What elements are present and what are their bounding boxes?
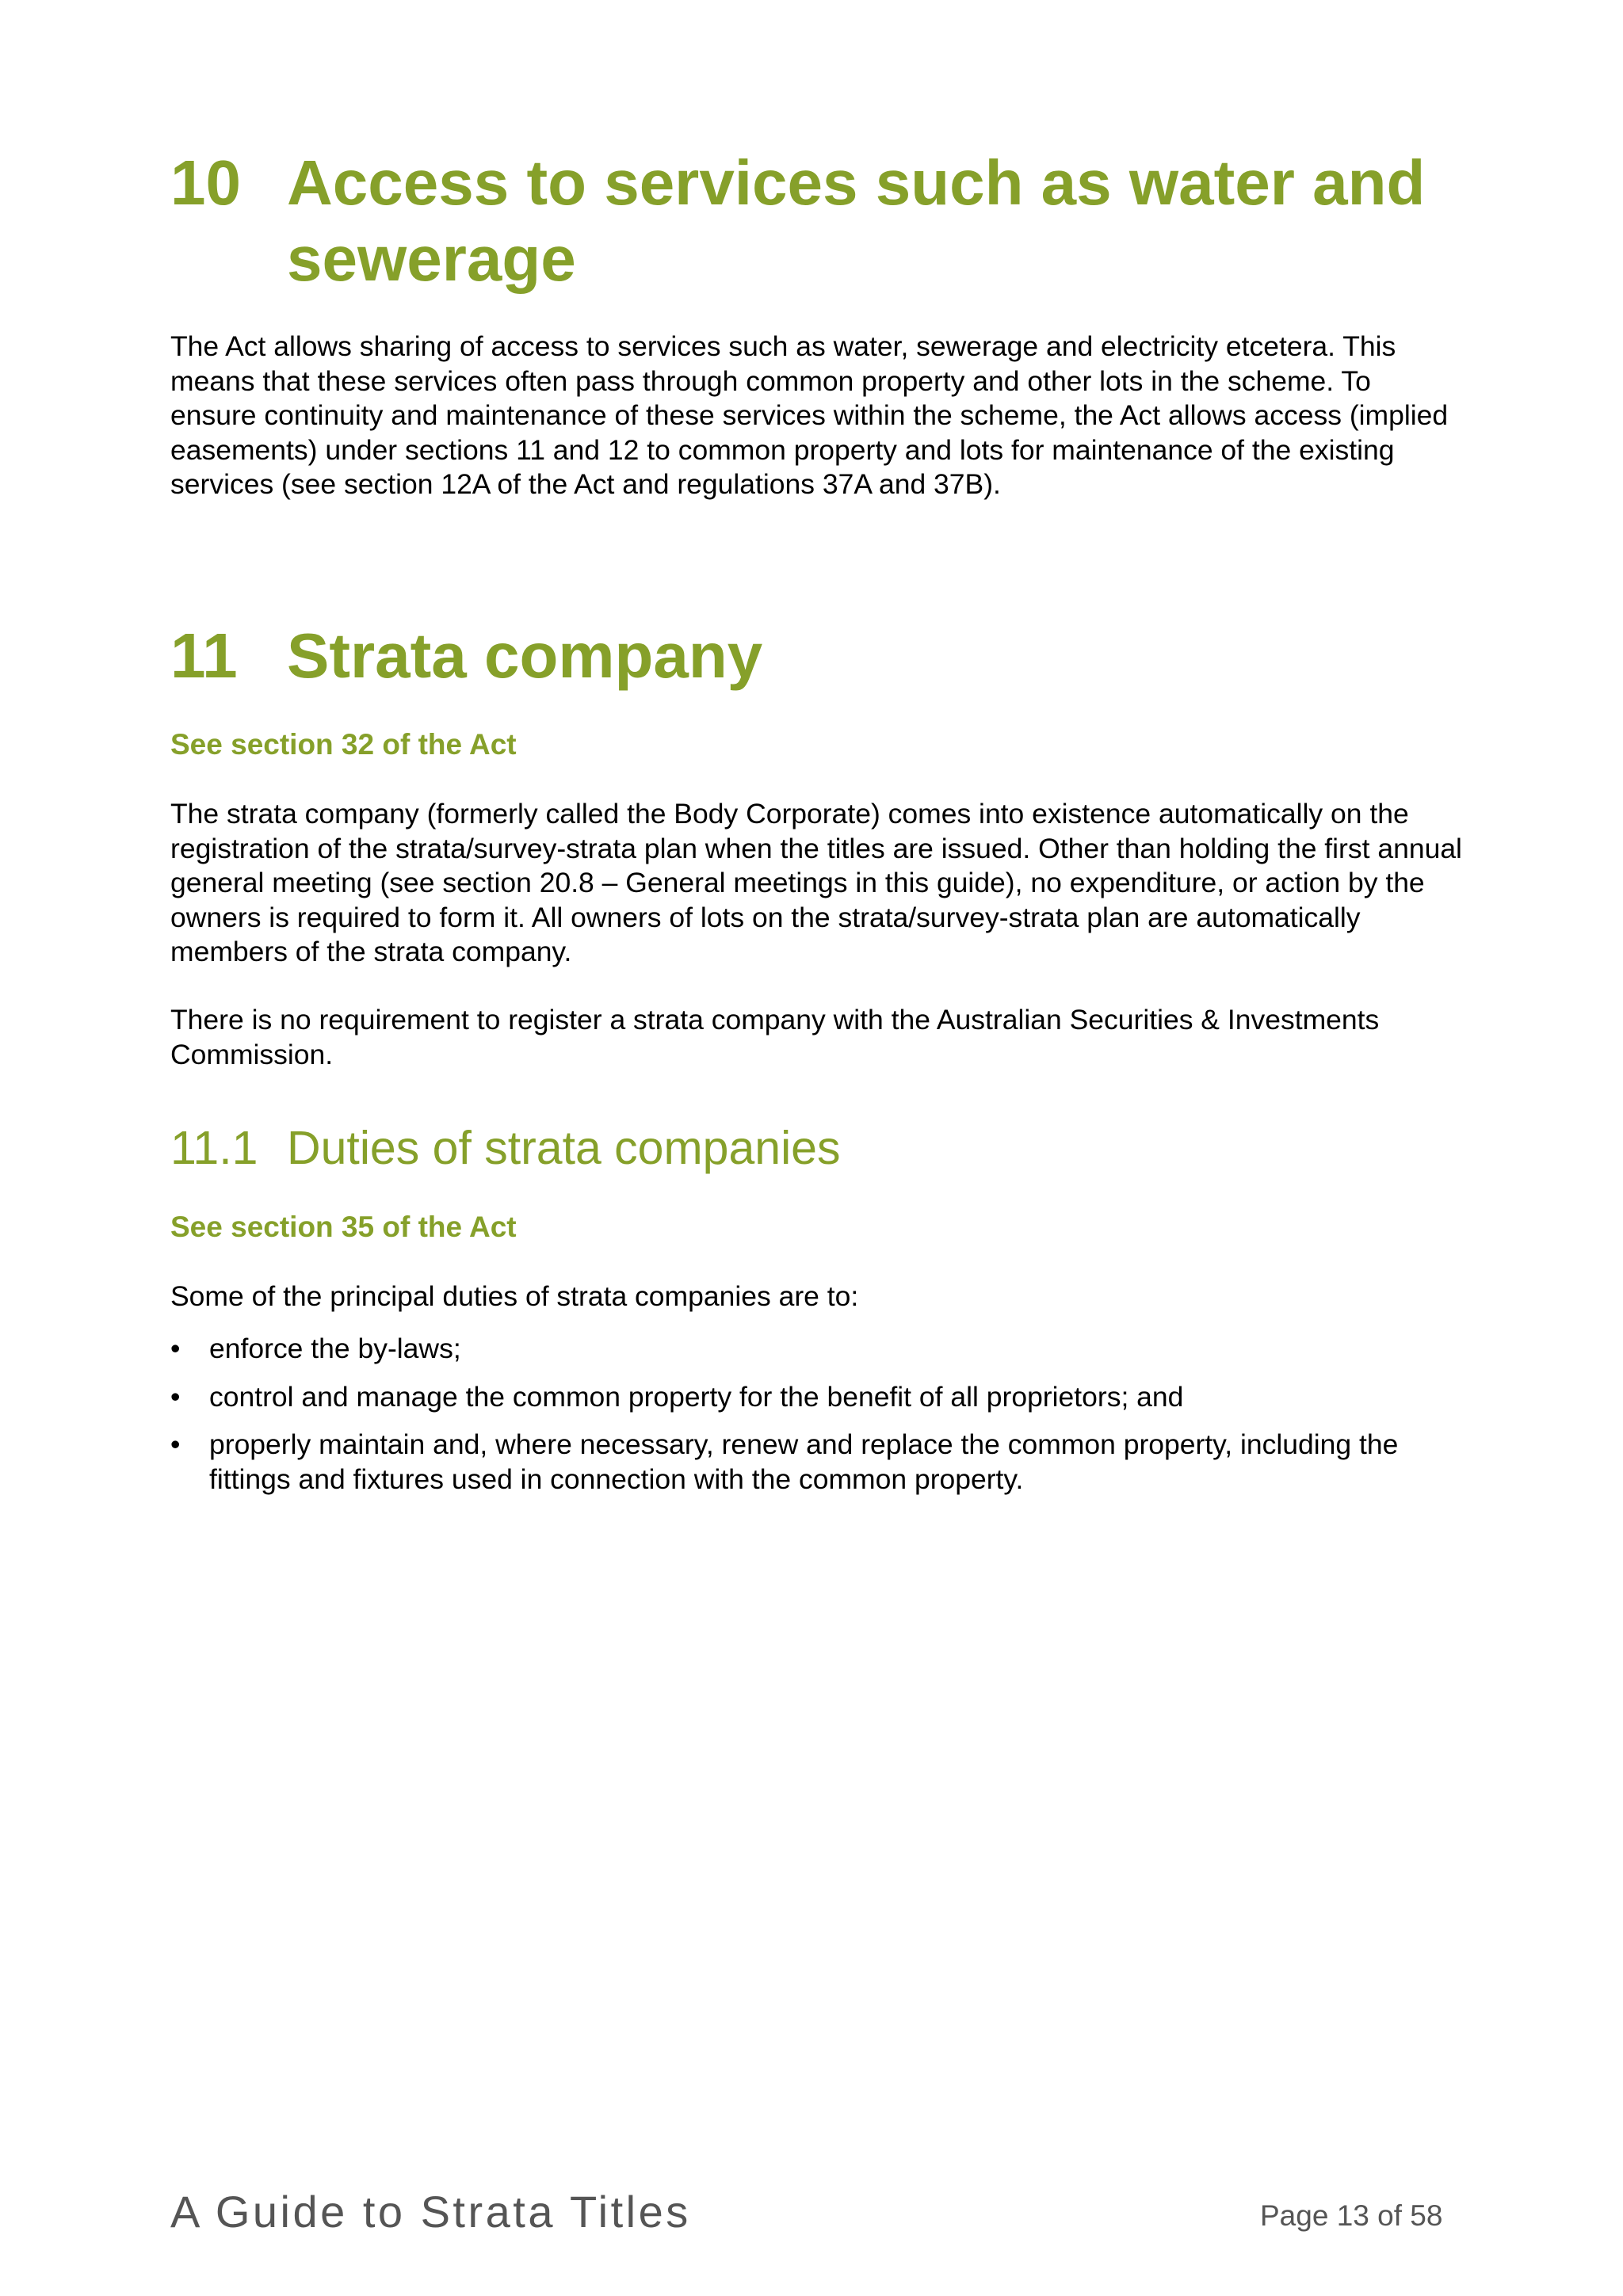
bullet-icon: •: [170, 1333, 181, 1364]
section-11-1-heading: [170, 1120, 841, 1176]
section-11-heading: [170, 618, 1462, 694]
section-11-1-reference: See section 35 of the Act: [170, 1211, 517, 1243]
section-10-heading: [170, 145, 1462, 297]
list-item-text: enforce the by-laws;: [209, 1333, 461, 1364]
footer-page-number: Page 13 of 58: [1260, 2199, 1443, 2232]
bullet-icon: •: [170, 1428, 181, 1460]
duties-list: [170, 1332, 1462, 1510]
list-item: [170, 1428, 1462, 1497]
list-item: [170, 1332, 1462, 1367]
section-title: Access to services such as water and sewerage: [287, 147, 1426, 294]
list-item: [170, 1380, 1462, 1415]
section-11-paragraph-1: The strata company (formerly called the Body Corporate) comes into existence automatically on the registration of the strata/survey-strata plan when the titles are issued. Other than holding the first annual general meeting (see section 20.8 – General meetings in this guide), no expenditure, or action by the owners is required to form it. All owners of lots on the strata/survey-strata plan are automatically members of the strata company.: [170, 798, 1462, 967]
section-number: 11.1: [170, 1122, 258, 1174]
footer-document-title: A Guide to Strata Titles: [170, 2187, 691, 2237]
section-number: 10: [170, 147, 241, 218]
section-11-reference: See section 32 of the Act: [170, 728, 517, 761]
bullet-icon: •: [170, 1380, 181, 1413]
section-title: Duties of strata companies: [287, 1122, 841, 1174]
section-11-paragraph-2: There is no requirement to register a strata company with the Australian Securities & Investments Commission.: [170, 1004, 1380, 1070]
duties-intro: Some of the principal duties of strata companies are to:: [170, 1280, 859, 1312]
section-number: 11: [170, 620, 238, 691]
list-item-text: properly maintain and, where necessary, renew and replace the common property, including the fittings and fixtures used in connection with the common property.: [209, 1428, 1399, 1495]
list-item-text: control and manage the common property for the benefit of all proprietors; and: [209, 1380, 1184, 1413]
section-10-paragraph: The Act allows sharing of access to services such as water, sewerage and electricity etcetera. This means that these services often pass through common property and other lots in the scheme. To ensure continuity and maintenance of these services within the scheme, the Act allows access (implied easements) under sections 11 and 12 to common property and lots for maintenance of the existing services (see section 12A of the Act and regulations 37A and 37B).: [170, 330, 1449, 500]
section-title: Strata company: [287, 620, 763, 691]
